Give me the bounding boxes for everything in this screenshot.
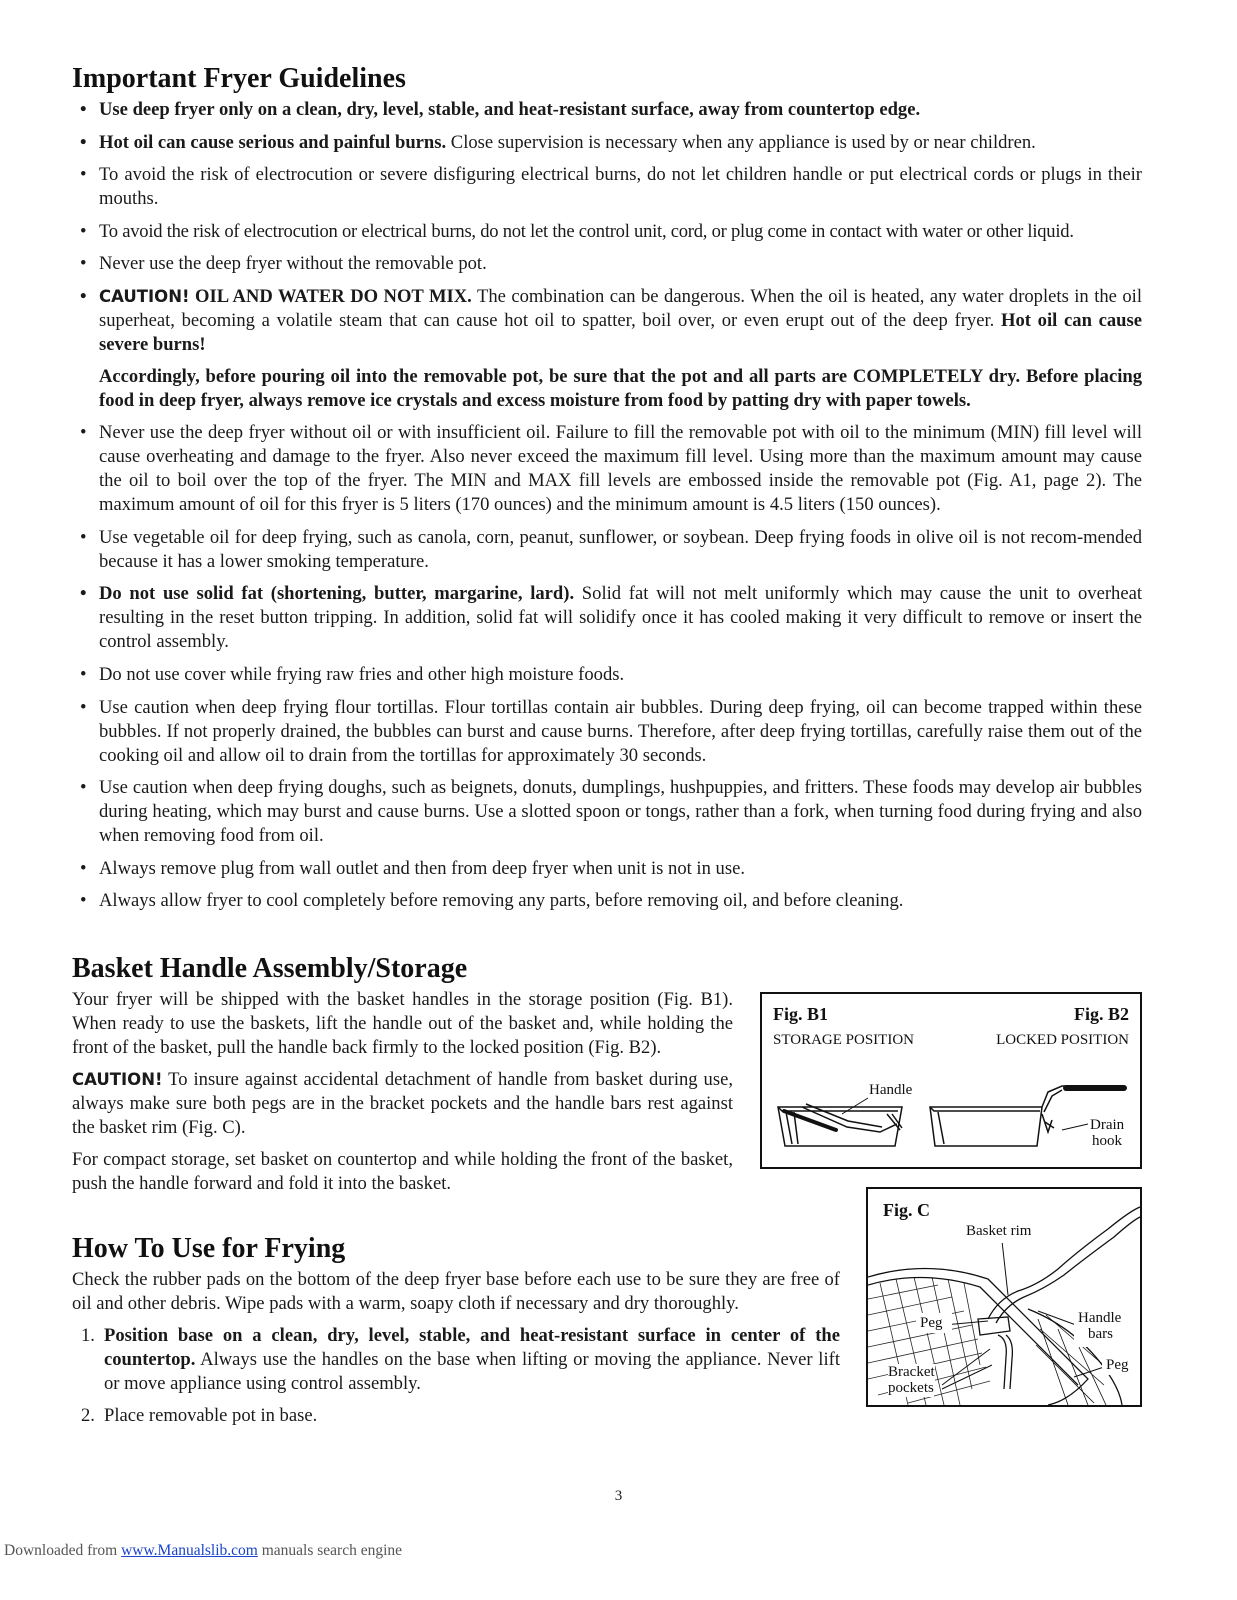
frying-steps-list bbox=[72, 1324, 840, 1428]
fig-c-basket-rim-label: Basket rim bbox=[966, 1223, 1032, 1239]
caution-label: CAUTION! bbox=[72, 1069, 163, 1089]
frying-step: 1. Position base on a clean, dry, level, stable, and heat-resistant surface in center of the countertop. Always use the handles on the base when lifting or moving the appliance. Never lift or move appliance using control assembly. bbox=[81, 1324, 840, 1394]
caution-label: CAUTION! bbox=[99, 286, 190, 306]
section-title-fryer-guidelines: Important Fryer Guidelines bbox=[72, 63, 406, 94]
basket-paragraph-3: For compact storage, set basket on countertop and while holding the front of the basket, push the handle forward and fold it into the basket. bbox=[72, 1148, 733, 1194]
fig-c-pockets-label: pockets bbox=[888, 1380, 934, 1396]
footer-prefix: Downloaded from bbox=[4, 1542, 122, 1559]
guideline-item: • Do not use cover while frying raw fries and other high moisture foods. bbox=[80, 663, 625, 685]
guideline-item: • Always remove plug from wall outlet and then from deep fryer when unit is not in use. bbox=[80, 857, 745, 879]
fig-c-handle-label: Handle bbox=[1078, 1310, 1122, 1326]
fig-c-bracket-label: Bracket bbox=[888, 1364, 935, 1380]
guideline-item: • Hot oil can cause serious and painful burns. Close supervision is necessary when any appliance is used by or near children. bbox=[80, 131, 1036, 153]
fig-c-title: Fig. C bbox=[883, 1200, 930, 1220]
fig-c-bars-label: bars bbox=[1088, 1326, 1113, 1342]
guidelines-list bbox=[72, 98, 1142, 913]
guideline-item: • Use vegetable oil for deep frying, such as canola, corn, peanut, sunflower, or soybean. Deep frying foods in olive oil is not recom-mended because it has a lower smoking temperature. bbox=[80, 526, 1142, 572]
section-title-basket-handle: Basket Handle Assembly/Storage bbox=[72, 952, 468, 984]
footer-suffix: manuals search engine bbox=[257, 1542, 403, 1559]
section-title-how-to-use: How To Use for Frying bbox=[72, 1232, 346, 1264]
guideline-item: • Never use the deep fryer without oil or with insufficient oil. Failure to fill the removable pot with oil to the minimum (MIN) fill level will cause overheating and damage to the fryer. Also never exceed the maximum fill level. Using more than the maximum amount may cause the oil to boil over the top of the fryer. The MIN and MAX fill levels are embossed inside the removable pot (Fig. A1, page 2). The maximum amount of oil for this fryer is 5 liters (170 ounces) and the minimum amount is 4.5 liters (150 ounces). bbox=[80, 422, 1142, 516]
guideline-item: • Do not use solid fat (shortening, butter, margarine, lard). Solid fat will not melt uniformly which may cause the unit to overheat resulting in the reset button tripping. In addition, solid fat will solidify once it has cooled making it very difficult to remove or insert the control assembly. bbox=[80, 583, 1142, 653]
basket-paragraph-1: Your fryer will be shipped with the basket handles in the storage position (Fig. B1). When ready to use the baskets, lift the handle out of the basket and, while holding the front of the basket, pull the handle back firmly to the locked position (Fig. B2). bbox=[72, 988, 733, 1058]
figure-b1-b2 bbox=[760, 992, 1142, 1169]
download-footer bbox=[4, 1542, 402, 1560]
fig-b2-subtitle: LOCKED POSITION bbox=[996, 1032, 1129, 1048]
fig-b-handle-label: Handle bbox=[869, 1082, 913, 1098]
frying-intro-paragraph: Check the rubber pads on the bottom of the deep fryer base before each use to be sure they are free of oil and other debris. Wipe pads with a warm, soapy cloth if necessary and dry thoroughly. bbox=[72, 1268, 840, 1314]
guideline-item-caution: • CAUTION! OIL AND WATER DO NOT MIX. The combination can be dangerous. When the oil is heated, any water droplets in the oil superheat, becoming a volatile steam that can cause hot oil to spatter, boil over, or even erupt out of the deep fryer. Hot oil can cause severe burns! bbox=[80, 285, 1142, 355]
fig-b2-title: Fig. B2 bbox=[1073, 1004, 1129, 1024]
guideline-item: • Never use the deep fryer without the removable pot. bbox=[80, 253, 487, 275]
page-number: 3 bbox=[614, 1488, 623, 1504]
guideline-item: • Always allow fryer to cool completely before removing any parts, before removing oil, and before cleaning. bbox=[80, 890, 904, 912]
guideline-item: • Use caution when deep frying doughs, such as beignets, donuts, dumplings, hushpuppies, and fritters. These foods may develop air bubbles during heating, which may burst and cause burns. Use a slotted spoon or tongs, rather than a fork, when turning food during frying and also when removing food from oil. bbox=[80, 777, 1142, 847]
fig-b1-title: Fig. B1 bbox=[773, 1004, 829, 1024]
guideline-item: • Use deep fryer only on a clean, dry, level, stable, and heat-resistant surface, away from countertop edge. bbox=[80, 99, 921, 120]
basket-caution-paragraph: CAUTION! To insure against accidental detachment of handle from basket during use, always make sure both pegs are in the bracket pockets and the handle bars rest against the basket rim (Fig. C). bbox=[72, 1068, 733, 1138]
fig-b1-subtitle: STORAGE POSITION bbox=[773, 1032, 914, 1048]
fig-b-hook-label: hook bbox=[1092, 1133, 1122, 1149]
guideline-note-dry: Accordingly, before pouring oil into the removable pot, be sure that the pot and all parts are COMPLETELY dry. Before placing food in deep fryer, always remove ice crystals and excess moisture from food by patting dry with paper towels. bbox=[99, 365, 1142, 411]
fig-c-peg-left-label: Peg bbox=[920, 1315, 943, 1331]
basket-storage-illustration bbox=[762, 994, 1140, 1167]
fig-b-drain-label: Drain bbox=[1090, 1117, 1125, 1133]
guideline-item: • Use caution when deep frying flour tortillas. Flour tortillas contain air bubbles. During deep frying, oil can become trapped within these bubbles. If not properly drained, the bubbles can burst and cause burns. Therefore, after deep frying tortillas, carefully raise them out of the cooking oil and allow oil to drain from the tortillas for approximately 30 seconds. bbox=[80, 696, 1142, 766]
figure-c bbox=[866, 1187, 1142, 1407]
guideline-item: • To avoid the risk of electrocution or severe disfiguring electrical burns, do not let children handle or put electrical cords or plugs in their mouths. bbox=[80, 164, 1142, 210]
frying-step: 2. Place removable pot in base. bbox=[81, 1404, 318, 1426]
guideline-item: • To avoid the risk of electrocution or electrical burns, do not let the control unit, cord, or plug come in contact with water or other liquid. bbox=[80, 220, 1074, 242]
manualslib-link[interactable]: www.Manualslib.com bbox=[121, 1542, 258, 1559]
fig-c-peg-right-label: Peg bbox=[1106, 1357, 1129, 1373]
